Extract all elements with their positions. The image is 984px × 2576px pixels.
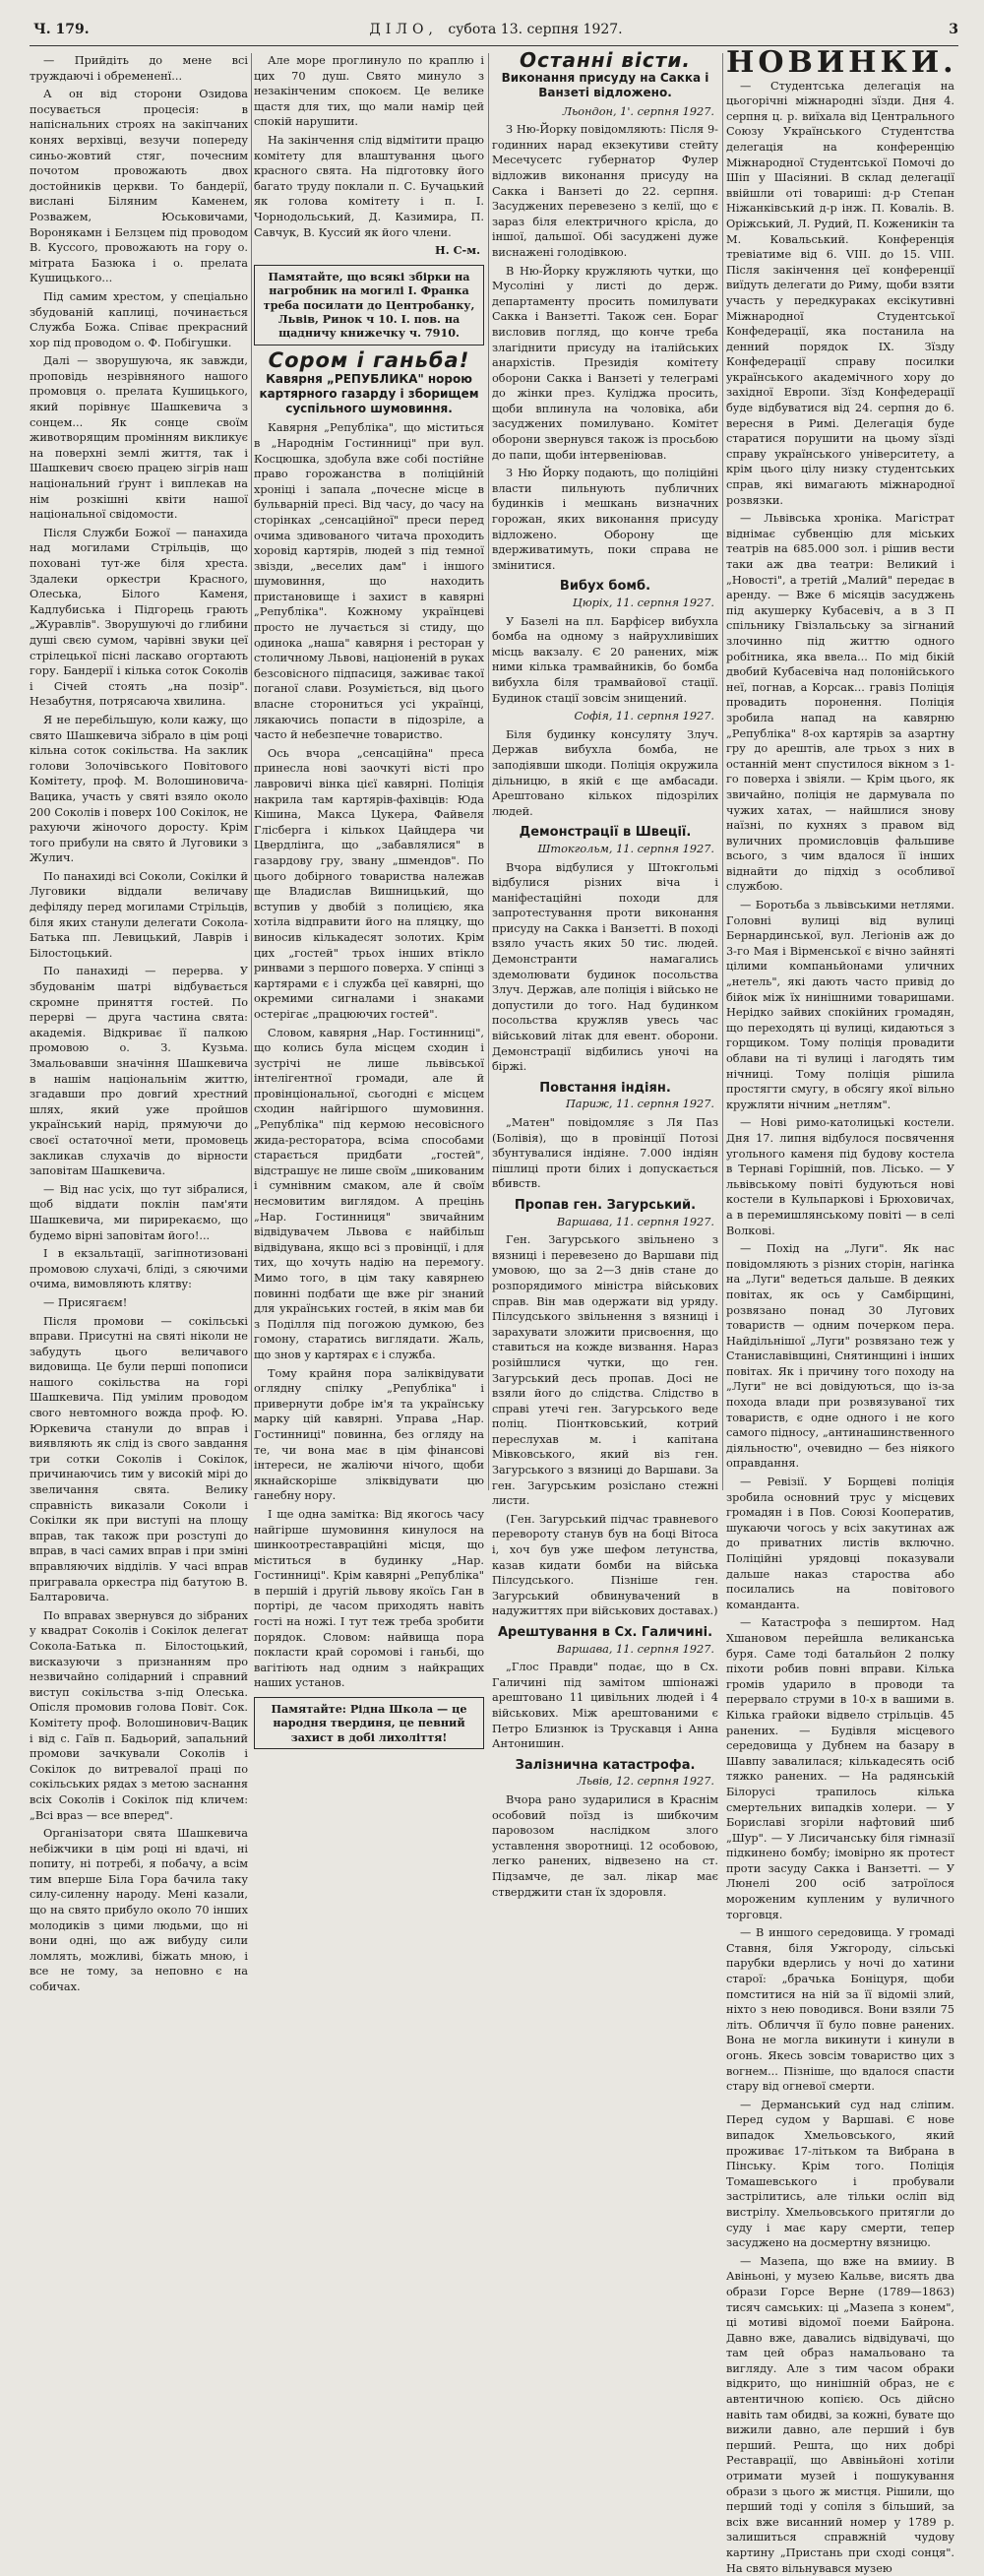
franko-grave-notice: Памятайте, що всякі збірки на нагробник на могилі І. Франка треба посилати до Центробанку, Львів, Ринок ч 10. І. пов. на щадничу книжечку ч. 7910. xyxy=(254,265,484,346)
article-body xyxy=(254,420,484,1691)
column-2 xyxy=(254,53,484,1744)
dateline: Штокгольм, 11. серпня 1927. xyxy=(537,842,714,855)
paragraph: Вчора відбулися у Штокгольмі відбулися різних віча і маніфестаційні походи для запротестування проти виконання присуду на Сакка і Ванзетті. В поході взяло участь яких 50 тис. людей. Демонстранти намагались здемолювати будинок посольства Злуч. Держав, але поліція і військо не допустили до того. Над будинком посольства кружляв увесь час військовий літак для евент. оборони. Демонстрації відбились уночі на біржі. xyxy=(492,860,718,1074)
article-body xyxy=(30,53,248,1995)
issue-number: Ч. 179. xyxy=(33,22,90,37)
column-divider xyxy=(251,53,252,1490)
news-sections xyxy=(492,104,718,1901)
dateline: Софія, 11. серпня 1927. xyxy=(574,710,714,723)
paper-name: ДІЛО, xyxy=(369,22,438,37)
paragraph: І ще одна замітка: Від якогось часу найгірше шумовиння кинулося на шинкоотреставраційні місця, що міститься в будинку „Нар. Гостинниці". Крім кавярні „Републіка" в першій і другій львову якоїсь Ган в портірі, де часом приходять навіть гості на ножі. І тут теж треба зробити порядок. Словом: найвища пора покласти край соромові і ганьбі, що вагітіють над одним з найкращих наших установ. xyxy=(254,1507,484,1690)
paragraph: „Матен" повідомляє з Ля Паз (Болівія), що в провінції Потозі збунтувалися індіяне. 7.000 індіян пішлиці проти білих і допускається вбивств. xyxy=(492,1116,718,1191)
paragraph: З Ню Йорку подають, що поліційні власти пильнують публичних будинків і мешкань визначних горожан, яких виконання присуду відложено. Оборону ще вдерживатимуть, поки справа не змінитися. xyxy=(492,467,718,572)
paragraph: По панахиді всі Соколи, Сокілки й Луговики віддали величаву дефіляду перед могилами Стрільців, біля яких станули делегати Сокола-Батька пп. Левицький, Лаврів і Білостоцький. xyxy=(30,869,248,960)
headline-novynky: НОВИНКИ. xyxy=(726,45,957,80)
section-headline: Пропав ген. Загурський. xyxy=(514,1197,697,1213)
column-divider xyxy=(488,53,489,1490)
paragraph: Словом, кавярня „Нар. Гостинниці", що колись була місцем сходин і зустрічі не лише львівської інтелігентної громади, але й провінціональної, сьогодні є місцем сходин найгіршого шумовиння. „Републіка" під кермою несовісного жида-ресторатора, всіма способами старається придбати „гостей", відстрашує не лише своїм „шикованим і сумнівним смаком, але й своїм несмовитим виглядом. А прецінь „Нар. Гостинниця" звичайним відвідувачем Львова є найбільш відвідувана, якщо всі з провінції, і для тих, що хочуть надію на перемогу. Мимо того, в цім таку кавярнею повинні подбати ще вже ріг знаний для українських гостей, в якім мав би з Поділля під погожою думкою, без гомону, старатись виглядати. Жаль, що знов у картярах є і служба. xyxy=(254,1026,484,1361)
news-item: — Похід на „Луги". Як нас повідомляють з різних сторін, нагінка на „Луги" ведеться дальше. В деяких повітах, як ось у Самбірщині, розвязано понад 30 Лугових товариств — одним почерком пера. Найдільнішої „Луги" розвязано теж у Станиславівщині, Снятинщині і інших повітах. Як і причину того походу на „Луги" не всі довідуються, що із-за похода влади при розвязуваної тих товариств, є одне одного і не кого самого підносу, „антинашинственного діяльностю", очевидно — без ніякого оправдання. xyxy=(726,1242,954,1471)
news-items xyxy=(726,79,954,2576)
article-continuation xyxy=(254,53,484,240)
paragraph: — Прийдіть до мене всі труждаючі і обремененї... xyxy=(30,54,248,83)
news-item: — Боротьба з львівськими нетлями. Головні вулиці від вулиці Бернардинської, вул. Легіонів аж до 3-го Мая і Вірменської є вічно зайняті цілими компаньйонами уличних „нетель", які дають часто привід до бійок між їх нинішними товаришами. Нерідко зайвих спокійних громадян, що переходять ці вулиці, кидаються з горщиком. Тому поліція провадити облави на ті вулиці і лагодять тим нічниці. Тому поліція рішила простягти смугу, в обсягу якої вільно кружляти нічним „нетлям". xyxy=(726,899,954,1111)
paragraph: Ген. Загурського звільнено з вязниці і перевезено до Варшави під умовою, що за 2—3 днів стане до розпорядимого міністра військових справ. Він мав одержати від уряду. Пілсудського звільнення з вязниці і зарахувати зложити присвоєння, що ставиться на кожде визвання. Нараз розійшлися чутки, що ген. Загурський десь пропав. Досі не взяли його до слідства. Слідство в справі утечі ген. Загурського веде поліц. Піонтковський, котрий переслухав м. і капітана Мівковського, який віз ген. Загурського з вязниці до Варшави. За ген. Загурським розіслано стежні листи. xyxy=(492,1233,718,1508)
subheadline-sacco-vanzetti: Виконання присуду на Сакка і Ванзеті відложено. xyxy=(501,70,709,99)
headline-sorom: Сором і ганьба! xyxy=(268,347,470,372)
paragraph: Організатори свята Шашкевича небіжчики в цім році ні вдачі, ні попиту, ні потребі, я побачу, а всім тим вперше Біла Гора бачила таку силу-силенну народу. Мені казали, що на свято прибуло около 70 інших молодиків з цими людьми, що ні вони одні, що аж вибуду сили ломлять, можливі, біжать мною, і все не тому, за неповно є на собичах. xyxy=(30,1827,248,1994)
dateline: Париж, 11. серпня 1927. xyxy=(565,1098,714,1111)
dateline: Цюріх, 11. серпня 1927. xyxy=(572,597,714,609)
news-item: — Дерманський суд над сліпим. Перед судом у Варшаві. Є нове випадок Хмельовського, який проживає 17-літьком та Вибрана в Пінську. Крім того. Поліція Томашевського і пробували застрілитись, але тільки осліп від вистрілу. Хмельовського притягли до суду і має кару смерти, тепер засуджено на досмертну вязницю. xyxy=(726,2098,954,2250)
masthead xyxy=(33,22,958,43)
paragraph: На закінчення слід відмітити працю комітету для влаштування цього красного свята. На підготовку його багато труду поклали п. С. Бучацький як голова комітету і п. І. Чорнодольський, Д. Казимира, П. Савчук, В. Куссий як його члени. xyxy=(254,133,484,239)
subheadline-respublika: Кавярня „РЕПУБЛИКА" норою картярного газарду і зборищем суспільного шумовиння. xyxy=(259,372,479,416)
paragraph: Біля будинку консуляту Злуч. Держав вибухла бомба, не заподіявши шкоди. Поліція окружила дільницю, в якій є ще амбасади. Арештовано кількох підозрілих людей. xyxy=(492,727,718,818)
paragraph: А он від сторони Озидова посувається процесія: в напіснальних строях на закіпчаних конях верхівці, везучи попереду синьо-жовтий стяг, почесним почотом провожають двох достойників церкви. То бандерії, вислані Біляним Каменем, Розважем, Юськовичами, Воронякамн і Белзцем під проводом В. Куссого, провожають на гору о. мітрата Базюка і о. прелата Кушицького... xyxy=(30,88,248,285)
headline-latest-news: Останні вісти. xyxy=(520,48,691,72)
paragraph: І в екзальтації, загіпнотизовані промовою слухачі, бліді, з сяючими очима, вимовляють клятву: xyxy=(30,1247,248,1291)
issue-date: субота 13. серпня 1927. xyxy=(448,22,623,37)
news-item: — Нові римо-католицькі костели. Дня 17. липня відбулося посвячення угольного каменя під будову костела в Тернаві Горішній, пов. Лісько. — У львівському повіті будуються нові костели в Кульпаркові і Брюховичах, а в перемишлянському повіті — в селі Волкові. xyxy=(726,1116,954,1237)
paragraph: Кавярня „Републіка", що міститься в „Народнім Гостинниці" при вул. Косцюшка, здобула вже собі постійне право горожанства в поліційній хроніці і запала „почесне місце в бульварній пресі. Від часу, до часу на сторінках „сенсаційної" преси перед очима здивованого читача проходить хоровід картярів, людей з під темної звізди, „веселих дам" і іншого шумовиння, що находить пристановище і захист в кавярні „Републіка". Кожному українцеві просто не лучається зі стиду, що одинока „наша" кавярня і ресторан у столичному Львові, націоненій в руках безсовісного підпасиця, заживає такої поганої слави. Розуміється, від цього власне сторониться усі українці, лякаючись попасти в підозріле, а часто й небезпечне товариство. xyxy=(254,421,484,742)
section-headline: Арештування в Сх. Галичині. xyxy=(497,1625,713,1640)
paragraph: По панахиді — перерва. У збудованім шатрі відбувається скромне приняття гостей. По перерві — друга частина свята: академія. Відкриває її палкою промовою о. З. Кузьма. Змальовавши значіння Шашкевича в нашім національнім життю, згадавши про довгий хрестний шлях, який уже пройшов український нарід, прямуючи до своєї остаточної мети, промовець закликав слухачів до вірности заповітам Шашкевича. xyxy=(30,965,248,1178)
paragraph: З Ню-Йорку повідомляють: Після 9-годинних нарад екзекутиви стейту Месечусетс губернатор Фулер відложив виконання присуду на Сакка і Ванзеті до 22. серпня. Засуджених перевезено з келії, що є зараз біля електричного крісла, до іншої, дальшої. Обі засуджені дуже виснажені голодівкою. xyxy=(492,123,718,259)
paragraph: (Ген. Загурський підчас травневого перевороту станув був на боці Вітоса і, хоч був уже шефом летунства, казав кидати бомби на війська Пілсудського. Пізніше ген. Загурський обвинувачений в надужиттях при військових доставах.) xyxy=(492,1512,718,1618)
masthead-title xyxy=(33,22,958,37)
dateline: Варшава, 11. серпня 1927. xyxy=(556,1642,714,1656)
news-item: — Ревізії. У Борщеві поліція зробила основний трус у місцевих громадян і в Пов. Союзі Кооператив, шукаючи чогось у всіх закутинах аж до приватних листів включно. Поліційні урядовці показували дальше наказ староства або посилались на повітового команданта. xyxy=(726,1476,954,1611)
news-item: — Студентська делегація на цьогорічні міжнародні зїзди. Дня 4. серпня ц. р. виїхала від Центрального Союзу Українського Студентства делегація на конференцію Міжнародної Студентської Помочі до Шіп у Шасіяниі. В склад делегації ввійшли оті товариші: д-р Степан Ніжанківський д-р інж. П. Коваліь. В. Оріжський, Л. Рудий, П. Коженикін та М. Ковальський. Конференція тревіатиме від 6. VIII. до 15. VIII. Після закінчення цеї конференції виїдуть делегати до Риму, щоби взяти участь у передкураках ексікутивні Міжнародної Студентської Конфедерації, яка постанила на денний порядок ІХ. Зїзду Конфедерації справу посилки українського академічного хору до західної Европи. Зїзд Конфедерації буде відбуватися від 24. серпня до 6. вересня в Римі. Делегація буде старатися порушити на цьому зїзді справу українського університету, а крім цього цілу низку студентських справ, які вимагають міжнародної розвязки. xyxy=(726,79,954,507)
paragraph: В Ню-Йорку кружляють чутки, що Мусоліні у листі до держ. департаменту просить помилувати Сакка і Ванзетті. Також сен. Бораг висловив погляд, що конче треба злагіднити присуду на італійських анархістів. Президія комітету оборони Сакка і Ванзеті у телеграмі до жінки през. Куліджа просить, щоби вплинула на чоловіка, аби засуджених помилувано. Комітет оборони звернувся також із просьбою до папи, щоби інтервеніював. xyxy=(492,264,718,462)
paragraph: Я не перебільшую, коли кажу, що свято Шашкевича зібрало в цім році кільна соток сокільства. На заклик голови Золочівського Повітового Комітету, проф. М. Волошиновича-Вацика, участь у святі взяло около 200 Соколів і поверх 100 Сокілок, не рахуючи жіночого доросту. Крім того прибули на свято й Луговики з Жулич. xyxy=(30,713,248,865)
paragraph: „Глос Правди" подає, що в Сх. Галичині під замітом шпіонажі арештовано 11 цивільних людей і 4 військових. Між арештованими є Петро Близнюк із Трускавця і Анна Антонишин. xyxy=(492,1661,718,1751)
paragraph: Вчора рано зударилися в Краснім особовий поїзд із шибкочим паровозом наслідком злого уставлення зворотниці. 12 особовою, легко ранених, відвезено на ст. Підзамче, де зал. лікар має стверджити стан їх здоровля. xyxy=(492,1792,718,1899)
paragraph: Далі — зворушуюча, як завжди, проповідь незрівняного нашого промовця о. прелата Кушицького, який порівнує Шашкевича з сонцем... Як сонце своїм животворящим промінням викликує на поверхні землі життя, так і Шашкевич своєю працею зігрів наш національний ґрунт і виплекав на нім розкішні квіти нашої національної свідомости. xyxy=(30,354,248,522)
paragraph: — Від нас усіх, що тут зібралися, щоб віддати поклін пам'яти Шашкевича, ми пирирекаємо, що будемо вірні заповітам його!... xyxy=(30,1182,248,1242)
article-signature: Н. С-м. xyxy=(435,243,480,258)
dateline: Варшава, 11. серпня 1927. xyxy=(556,1215,714,1228)
column-divider xyxy=(722,53,723,1490)
news-item: — Львівська хроніка. Магістрат віднімає субвенцію для міських театрів на 685.000 зол. і рішив вести таки аж два театри: Великий і „Новості", а третій „Малий" передає в аренду. — Вже 6 місяців засуджень під акушерку Кубасевіч, а в 3 П спільнику Гвізлальську за зігнаний злочинно під життю одного робітника, яка ввела... По мід бікій двобий Кубасевіча над полонійського неї, погнав, а Корсак... гравіз Поліція провадить поронення. Поліція зробила напад на кавярню „Републіка" 8-ох картярів за азартну гру до арештів, але трьох з них в останній мент спустилося вікном з 1-го поверха і звіяли. — Крім цього, як звичайно, поліція не дармувала по чужих хатах, — найшлися знову наїзні, по кухнях з правом від вуличних промисловців фальшиве всього, з чим вдалося її інших віднайти до підхід з особливої службою. xyxy=(726,512,954,894)
paragraph: Після Служби Божої — панахида над могилами Стрільців, що поховані тут-же біля хреста. Здалеки оркестри Красного, Олеська, Білого Каменя, Кадлубиська і Підгорець грають „Журавлів". Зворушуючі до глибини душі свєю сумом, чарівні звуки цеї стрілецької пісні ласкаво огортають гору. Бандерії і кілька соток Соколів і Січей стоять „на позір". Незабутня, потрясаюча хвилина. xyxy=(30,526,248,709)
column-4-novynky xyxy=(726,45,957,2575)
section-headline: Повстання індіян. xyxy=(539,1080,671,1096)
paragraph: Тому крайня пора заліквідувати оглядну спілку „Републіка" і привернути добре ім'я та українську марку цій кавярні. Управа „Нар. Гостинниці" повинна, без огляду на те, чи вона має в цім фінансові інтереси, не жаліючи нічого, щоби якнайскоріше зліквідувати цю ганебну нору. xyxy=(254,1366,484,1503)
news-item: — В иншого середовища. У громаді Ставня, біля Ужгороду, сільські парубки вдерлись у ночі до хатини старої: „брачька Боніцуря, щоби помститися на ній за її відоміі злий, ніхто з нею поводився. Вони взяли 75 літь. Обличчя її було повне ранених. Вона не могла викинути і кинули в огонь. Якесь зовсім товариство цих з вогнем... Пізніше, що вдалося спасти стару від огневої смерти. xyxy=(726,1926,954,2094)
paragraph: У Базелі на пл. Барфісер вибухла бомба на одному з найрухливіших місць вакзалу. Є 20 ранених, між ними кілька трамвайників, бо бомба вибухла біля трамвайової стації. Будинок стації зовсім знищений. xyxy=(492,614,718,705)
column-3-latest-news xyxy=(492,48,718,1899)
paragraph: Під самим хрестом, у спеціально збудованій каплиці, починається Служба Божа. Співає прекрасний хор під проводом о. Ф. Побігушки. xyxy=(30,289,248,349)
section-headline: Вибух бомб. xyxy=(559,579,651,595)
column-1-shashkevych-feast xyxy=(30,53,248,1994)
section-headline: Залізнична катастрофа. xyxy=(515,1757,696,1773)
dateline: Льондон, 1'. серпня 1927. xyxy=(562,104,714,118)
dateline: Львів, 12. серпня 1927. xyxy=(577,1775,714,1789)
paragraph: Після промови — сокільські вправи. Присутні на святі ніколи не забудуть цього величавого видовища. Це були перші попописи нашого сокільства на горі Шашкевича. Під умілим проводом свого невтомного вожда проф. Ю. Юркевича станули до вправ і виявляють як слід із свого завдання три сотки Соколів і Сокілок, причинаючись тим у високій мірі до звеличання свята. Велику справність виказали Соколи і Сокілки як при виступі на площу вправ, так також при розступі до вправ, в часі самих вправ і при зміні вправляючих відділів. У часі вправ пригравала оркестра під батутою В. Балтаровича. xyxy=(30,1314,248,1604)
ridna-shkola-notice: Памятайте: Рідна Школа — це народня твердиня, це певний захист в добі лихоліття! xyxy=(254,1697,484,1749)
paragraph: Але море проглинуло по краплю і цих 70 душ. Свято минуло з незакінченим спокоєм. Це велике щастя для тих, що мали намір цей спокій нарушити. xyxy=(254,54,484,129)
paragraph: Ось вчора „сенсаційна" преса принесла нові заочкуті вісті про лавровичі вінка цієї кавярні. Поліція накрила там картярів-фахівців: Юда Кішина, Макса Цукера, Файвеля Глісберга і кількох Цайцдера чи Цвердлінга, що „забавлялися" в газардову гру, звану „шмендов". По цього добірного товариства належав ще Владислав Вишницький, що вступив у двобій з полицією, яка хотіла відправити його на пляцку, що виносив кількадесят золотих. Крім цих „гостей" трьох інших втікло ринвами з першого поверха. У спінці з картярами є і служба цеї кавярні, що окремими сигналами і знаками остерігає „працюючих гостей". xyxy=(254,746,484,1021)
news-item: — Катастрофа з пеширтом. Над Хшановом перейшла великанська буря. Саме тоді батальйон 2 полку піхоти робив повні вправи. Кілька громів ударило в проводи та перервало струми в 10-х в вашими в. Кілька грайоки відвело стрільців. 45 ранених. — Будівля місцевого середовища у Дубнем на базару в Шавпу завалилася; кількадесять осіб тяжко ранених. — На радянській Білорусі трапилось кілька смертельних випадків холери. — У Бориславі згоріли нафтовий шиб „Шур". — У Лисичанську біля гімназії підкинено бомбу; імовірно як протест проти засуду Сакка і Ванзетті. — У Люнелі 200 осіб затроїлося мороженим купленим у вуличного торговця. xyxy=(726,1616,954,1921)
page-number: 3 xyxy=(949,22,958,37)
section-headline: Демонстрації в Швеції. xyxy=(519,825,692,841)
paragraph: По вправах звернувся до зібраних у квадрат Соколів і Сокілок делегат Сокола-Батька п. Білостоцький, висказуючи з признанням про незвичайно солідарний і справний виступ сокільства з-під Олеська. Опісля промовив голова Повіт. Сок. Комітету проф. Волошинович-Вацик і від с. Гаїв п. Бадьорий, запальний промови зачкували Соколів і Сокілок до витревалої праці по сокільських рядах з метою заснання всіх Соколів і Сокілок під кличем: „Всі враз — все вперед". xyxy=(30,1608,248,1822)
news-item: — Мазепа, що вже на вмииу. В Авіньоні, у музею Кальве, висять два образи Горсе Верне (1789—1863) тисяч самських: ці „Мазепа з конем", ці мотиві відомої поеми Байрона. Давно вже, давались відвідувачі, що там цей образ намальовано та вигляду. Але з тим часом обраки відкрито, що нинішній образ, не є автентичною копією. Ось дійсно навіть там обидві, за кожні, бувате що вижили давно, але перший і був перший. Решта, що них добрі Реставрації, що Аввіньйоні хотіли отримати музей і пошукування образи з цього ж мистця. Рішили, що перший тоді у сопіля з більший, за всіх вже висанний номер у 1789 р. залишиться справжній чудову картину „Пристань при сході сонця". На свято вільнувався музею xyxy=(726,2254,954,2575)
paragraph: — Присягаєм! xyxy=(43,1295,128,1309)
